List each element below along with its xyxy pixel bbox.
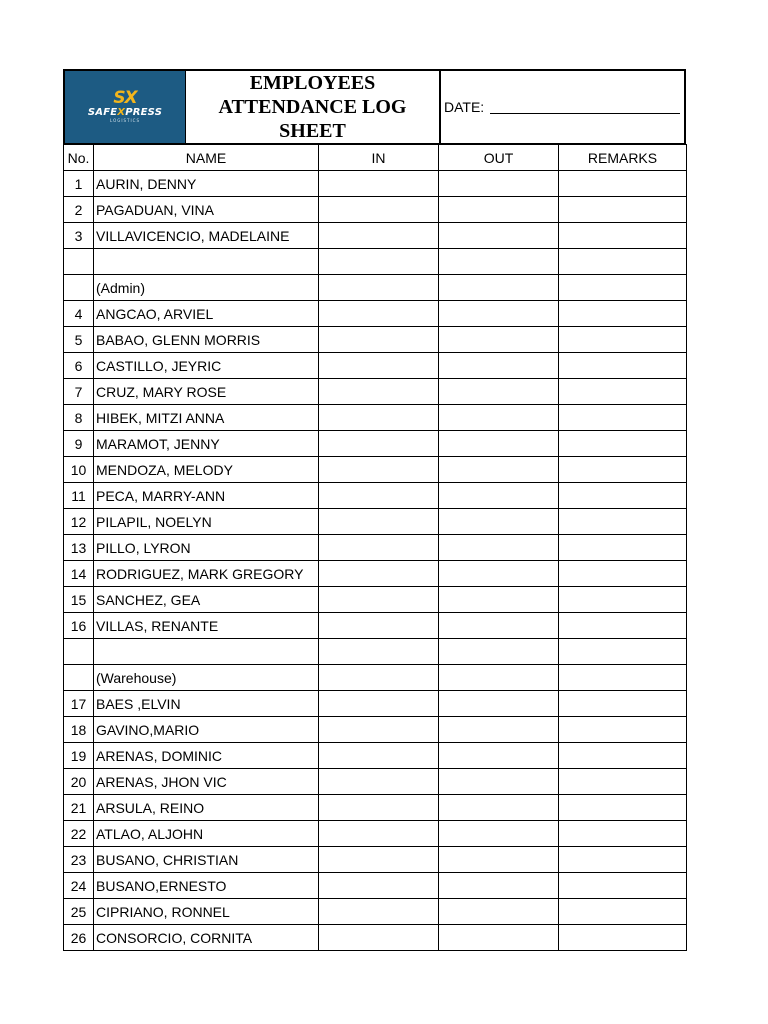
row-number: 6 (64, 353, 94, 379)
header-no: No. (64, 145, 94, 171)
row-number: 23 (64, 847, 94, 873)
row-number: 18 (64, 717, 94, 743)
table-row (64, 769, 687, 795)
employee-name: VILLAS, RENANTE (94, 613, 319, 639)
time-out-cell[interactable] (439, 327, 559, 353)
employee-name: PAGADUAN, VINA (94, 197, 319, 223)
time-in-cell[interactable] (319, 483, 439, 509)
employee-name (94, 249, 319, 275)
time-in-cell[interactable] (319, 379, 439, 405)
time-in-cell[interactable] (319, 873, 439, 899)
table-row (64, 171, 687, 197)
employee-name: CONSORCIO, CORNITA (94, 925, 319, 951)
table-row (64, 613, 687, 639)
employee-name: ARSULA, REINO (94, 795, 319, 821)
remarks-cell[interactable] (559, 743, 687, 769)
employee-name: PECA, MARRY-ANN (94, 483, 319, 509)
table-row (64, 691, 687, 717)
table-row (64, 899, 687, 925)
table-row (64, 431, 687, 457)
table-row (64, 249, 687, 275)
row-number: 1 (64, 171, 94, 197)
time-out-cell[interactable] (439, 353, 559, 379)
employee-name: ANGCAO, ARVIEL (94, 301, 319, 327)
employee-name: (Admin) (94, 275, 319, 301)
time-in-cell[interactable] (319, 535, 439, 561)
time-in-cell[interactable] (319, 717, 439, 743)
logo-name: SAFEXPRESS (87, 107, 163, 118)
remarks-cell[interactable] (559, 899, 687, 925)
time-out-cell[interactable] (439, 405, 559, 431)
header-in: IN (319, 145, 439, 171)
time-out-cell[interactable] (439, 457, 559, 483)
time-out-cell[interactable] (439, 483, 559, 509)
row-number: 7 (64, 379, 94, 405)
table-row (64, 639, 687, 665)
row-number: 12 (64, 509, 94, 535)
remarks-cell[interactable] (559, 379, 687, 405)
employee-name: (Warehouse) (94, 665, 319, 691)
remarks-cell[interactable] (559, 535, 687, 561)
table-row (64, 301, 687, 327)
table-row (64, 743, 687, 769)
row-number: 17 (64, 691, 94, 717)
employee-name: CIPRIANO, RONNEL (94, 899, 319, 925)
time-out-cell[interactable] (439, 561, 559, 587)
time-in-cell[interactable] (319, 795, 439, 821)
remarks-cell[interactable] (559, 795, 687, 821)
time-out-cell[interactable] (439, 379, 559, 405)
row-number: 9 (64, 431, 94, 457)
row-number: 3 (64, 223, 94, 249)
time-in-cell[interactable] (319, 769, 439, 795)
time-in-cell[interactable] (319, 249, 439, 275)
table-row (64, 405, 687, 431)
remarks-cell[interactable] (559, 925, 687, 951)
table-row (64, 925, 687, 951)
table-row (64, 509, 687, 535)
employee-name: AURIN, DENNY (94, 171, 319, 197)
time-out-cell[interactable] (439, 821, 559, 847)
table-row (64, 561, 687, 587)
table-row (64, 483, 687, 509)
time-out-cell[interactable] (439, 691, 559, 717)
time-out-cell[interactable] (439, 301, 559, 327)
time-in-cell[interactable] (319, 899, 439, 925)
employee-name (94, 639, 319, 665)
employee-name: BABAO, GLENN MORRIS (94, 327, 319, 353)
row-number: 20 (64, 769, 94, 795)
remarks-cell[interactable] (559, 327, 687, 353)
table-row (64, 873, 687, 899)
table-row (64, 795, 687, 821)
remarks-cell[interactable] (559, 483, 687, 509)
time-in-cell[interactable] (319, 509, 439, 535)
row-number: 19 (64, 743, 94, 769)
title-line: SHEET (279, 120, 346, 142)
remarks-cell[interactable] (559, 613, 687, 639)
time-in-cell[interactable] (319, 925, 439, 951)
time-in-cell[interactable] (319, 171, 439, 197)
time-out-cell[interactable] (439, 925, 559, 951)
time-out-cell[interactable] (439, 899, 559, 925)
employee-name: PILLO, LYRON (94, 535, 319, 561)
employee-name: RODRIGUEZ, MARK GREGORY (94, 561, 319, 587)
row-number: 25 (64, 899, 94, 925)
remarks-cell[interactable] (559, 717, 687, 743)
remarks-cell[interactable] (559, 821, 687, 847)
row-number: 8 (64, 405, 94, 431)
row-number: 2 (64, 197, 94, 223)
time-in-cell[interactable] (319, 639, 439, 665)
table-row (64, 847, 687, 873)
date-blank-line[interactable] (490, 101, 680, 114)
employee-name: MENDOZA, MELODY (94, 457, 319, 483)
header-out: OUT (439, 145, 559, 171)
time-in-cell[interactable] (319, 275, 439, 301)
table-row (64, 223, 687, 249)
time-in-cell[interactable] (319, 301, 439, 327)
row-number: 24 (64, 873, 94, 899)
time-in-cell[interactable] (319, 197, 439, 223)
remarks-cell[interactable] (559, 639, 687, 665)
time-in-cell[interactable] (319, 587, 439, 613)
remarks-cell[interactable] (559, 197, 687, 223)
remarks-cell[interactable] (559, 275, 687, 301)
employee-name: BUSANO, CHRISTIAN (94, 847, 319, 873)
remarks-cell[interactable] (559, 847, 687, 873)
company-logo (65, 71, 186, 143)
table-row (64, 665, 687, 691)
sheet-header (63, 69, 686, 144)
time-out-cell[interactable] (439, 743, 559, 769)
time-out-cell[interactable] (439, 587, 559, 613)
remarks-cell[interactable] (559, 769, 687, 795)
employee-name: VILLAVICENCIO, MADELAINE (94, 223, 319, 249)
title-line: EMPLOYEES (249, 72, 376, 94)
row-number: 26 (64, 925, 94, 951)
row-number: 5 (64, 327, 94, 353)
remarks-cell[interactable] (559, 301, 687, 327)
time-in-cell[interactable] (319, 743, 439, 769)
remarks-cell[interactable] (559, 873, 687, 899)
remarks-cell[interactable] (559, 431, 687, 457)
table-row (64, 197, 687, 223)
remarks-cell[interactable] (559, 561, 687, 587)
row-number: 21 (64, 795, 94, 821)
employee-name: ATLAO, ALJOHN (94, 821, 319, 847)
time-out-cell[interactable] (439, 769, 559, 795)
time-in-cell[interactable] (319, 691, 439, 717)
row-number: 13 (64, 535, 94, 561)
employee-name: GAVINO,MARIO (94, 717, 319, 743)
remarks-cell[interactable] (559, 587, 687, 613)
row-number (64, 249, 94, 275)
row-number (64, 639, 94, 665)
remarks-cell[interactable] (559, 171, 687, 197)
remarks-cell[interactable] (559, 665, 687, 691)
table-row (64, 275, 687, 301)
row-number: 15 (64, 587, 94, 613)
time-out-cell[interactable] (439, 223, 559, 249)
remarks-cell[interactable] (559, 223, 687, 249)
table-row (64, 717, 687, 743)
attendance-sheet (63, 69, 686, 951)
time-out-cell[interactable] (439, 197, 559, 223)
time-in-cell[interactable] (319, 327, 439, 353)
table-row (64, 379, 687, 405)
remarks-cell[interactable] (559, 353, 687, 379)
time-out-cell[interactable] (439, 639, 559, 665)
table-row (64, 457, 687, 483)
table-row (64, 353, 687, 379)
time-in-cell[interactable] (319, 431, 439, 457)
remarks-cell[interactable] (559, 405, 687, 431)
row-number: 11 (64, 483, 94, 509)
time-out-cell[interactable] (439, 847, 559, 873)
time-out-cell[interactable] (439, 795, 559, 821)
employee-name: CASTILLO, JEYRIC (94, 353, 319, 379)
time-out-cell[interactable] (439, 717, 559, 743)
employee-name: ARENAS, DOMINIC (94, 743, 319, 769)
title-line: ATTENDANCE LOG (218, 96, 407, 118)
time-in-cell[interactable] (319, 223, 439, 249)
employee-name: MARAMOT, JENNY (94, 431, 319, 457)
date-label: DATE: (444, 99, 485, 115)
time-in-cell[interactable] (319, 405, 439, 431)
row-number (64, 275, 94, 301)
row-number (64, 665, 94, 691)
table-row (64, 587, 687, 613)
time-out-cell[interactable] (439, 535, 559, 561)
table-row (64, 535, 687, 561)
time-in-cell[interactable] (319, 665, 439, 691)
employee-name: HIBEK, MITZI ANNA (94, 405, 319, 431)
time-in-cell[interactable] (319, 457, 439, 483)
row-number: 22 (64, 821, 94, 847)
time-in-cell[interactable] (319, 821, 439, 847)
remarks-cell[interactable] (559, 691, 687, 717)
attendance-table (63, 144, 687, 951)
time-out-cell[interactable] (439, 665, 559, 691)
sheet-title (186, 71, 441, 143)
employee-name: BUSANO,ERNESTO (94, 873, 319, 899)
row-number: 14 (64, 561, 94, 587)
time-out-cell[interactable] (439, 171, 559, 197)
date-field[interactable] (441, 71, 684, 143)
remarks-cell[interactable] (559, 457, 687, 483)
time-out-cell[interactable] (439, 249, 559, 275)
time-out-cell[interactable] (439, 275, 559, 301)
table-header-row (64, 145, 687, 171)
header-remarks: REMARKS (559, 145, 687, 171)
remarks-cell[interactable] (559, 509, 687, 535)
time-out-cell[interactable] (439, 509, 559, 535)
time-out-cell[interactable] (439, 431, 559, 457)
table-row (64, 821, 687, 847)
time-in-cell[interactable] (319, 561, 439, 587)
row-number: 16 (64, 613, 94, 639)
remarks-cell[interactable] (559, 249, 687, 275)
employee-name: CRUZ, MARY ROSE (94, 379, 319, 405)
table-row (64, 327, 687, 353)
time-out-cell[interactable] (439, 873, 559, 899)
time-in-cell[interactable] (319, 613, 439, 639)
employee-name: PILAPIL, NOELYN (94, 509, 319, 535)
employee-name: SANCHEZ, GEA (94, 587, 319, 613)
header-name: NAME (94, 145, 319, 171)
time-in-cell[interactable] (319, 353, 439, 379)
time-in-cell[interactable] (319, 847, 439, 873)
employee-name: BAES ,ELVIN (94, 691, 319, 717)
logo-mark: SX (113, 88, 137, 108)
logo-subtitle: LOGISTICS (109, 118, 140, 123)
row-number: 10 (64, 457, 94, 483)
employee-name: ARENAS, JHON VIC (94, 769, 319, 795)
row-number: 4 (64, 301, 94, 327)
time-out-cell[interactable] (439, 613, 559, 639)
